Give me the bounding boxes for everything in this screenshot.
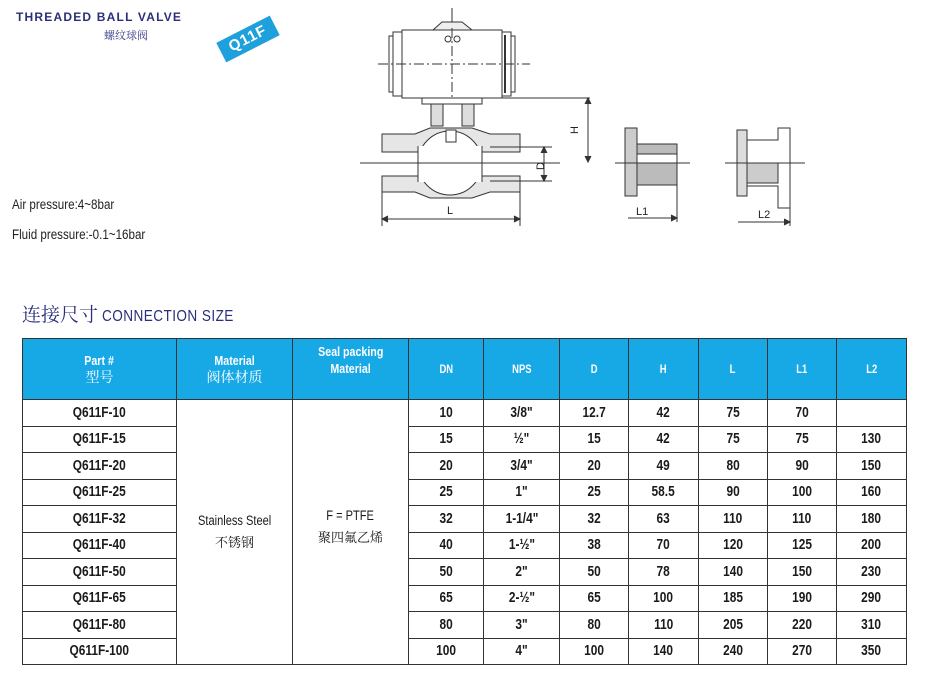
section-title [22, 300, 257, 327]
cell-nps: 3" [484, 612, 560, 639]
dimension-label-l1: L1 [636, 206, 649, 218]
air-pressure-spec: Air pressure:4~8bar [12, 197, 115, 212]
dimension-label-l2: L2 [758, 209, 771, 221]
cell-d: 20 [560, 453, 629, 480]
cell-dn: 10 [409, 400, 484, 427]
cell-dn: 25 [409, 479, 484, 506]
cell-l1: 220 [768, 612, 837, 639]
dimension-label-d: D [535, 162, 547, 170]
cell-d: 15 [560, 426, 629, 453]
table-row [23, 638, 907, 665]
cell-d: 80 [560, 612, 629, 639]
cell-l2: 160 [837, 479, 907, 506]
cell-part: Q611F-65 [23, 585, 177, 612]
header-l2: L2 [837, 339, 907, 400]
valve-technical-drawing [360, 0, 820, 240]
table-row [23, 532, 907, 559]
cell-l1: 90 [768, 453, 837, 480]
cell-nps: 3/4" [484, 453, 560, 480]
header-nps: NPS [484, 339, 560, 400]
cell-l1: 70 [768, 400, 837, 427]
cell-nps: 1-½" [484, 532, 560, 559]
cell-nps: ½" [484, 426, 560, 453]
header-d: D [560, 339, 629, 400]
cell-l: 110 [699, 506, 768, 533]
cell-part: Q611F-25 [23, 479, 177, 506]
cell-part: Q611F-15 [23, 426, 177, 453]
cell-dn: 15 [409, 426, 484, 453]
header-l: L [699, 339, 768, 400]
cell-l: 240 [699, 638, 768, 665]
cell-dn: 80 [409, 612, 484, 639]
cell-h: 70 [629, 532, 699, 559]
cell-l2: 230 [837, 559, 907, 586]
cell-l1: 75 [768, 426, 837, 453]
table-row [23, 612, 907, 639]
section-title-chinese: 连接尺寸 [22, 304, 99, 326]
table-row [23, 559, 907, 586]
cell-d: 100 [560, 638, 629, 665]
cell-body-material: Stainless Steel 不锈钢 [177, 400, 293, 665]
cell-l: 205 [699, 612, 768, 639]
cell-part: Q611F-20 [23, 453, 177, 480]
cell-nps: 4" [484, 638, 560, 665]
cell-d: 32 [560, 506, 629, 533]
cell-l2: 200 [837, 532, 907, 559]
cell-l: 80 [699, 453, 768, 480]
cell-nps: 3/8" [484, 400, 560, 427]
cell-seal-material: F = PTFE 聚四氟乙烯 [293, 400, 409, 665]
cell-d: 25 [560, 479, 629, 506]
cell-l1: 190 [768, 585, 837, 612]
table-row [23, 585, 907, 612]
dimension-label-l: L [447, 205, 454, 217]
cell-h: 78 [629, 559, 699, 586]
model-badge: Q11F [216, 16, 279, 63]
cell-l: 75 [699, 426, 768, 453]
dimension-label-h: H [569, 126, 581, 134]
cell-l1: 125 [768, 532, 837, 559]
cell-l2: 180 [837, 506, 907, 533]
cell-dn: 50 [409, 559, 484, 586]
flange-l1-drawing [615, 128, 690, 222]
cell-part: Q611F-50 [23, 559, 177, 586]
cell-l: 120 [699, 532, 768, 559]
cell-h: 110 [629, 612, 699, 639]
cell-l2: 310 [837, 612, 907, 639]
cell-dn: 40 [409, 532, 484, 559]
cell-l2: 150 [837, 453, 907, 480]
cell-l1: 270 [768, 638, 837, 665]
cell-part: Q611F-32 [23, 506, 177, 533]
cell-d: 38 [560, 532, 629, 559]
header-dn: DN [409, 339, 484, 400]
cell-l: 90 [699, 479, 768, 506]
cell-dn: 32 [409, 506, 484, 533]
product-title: THREADED BALL VALVE [16, 10, 183, 24]
cell-part: Q611F-80 [23, 612, 177, 639]
cell-h: 100 [629, 585, 699, 612]
connection-size-table [22, 338, 907, 665]
table-row [23, 506, 907, 533]
cell-d: 50 [560, 559, 629, 586]
table-header-row [23, 339, 907, 400]
header-part: Part # 型号 [23, 339, 177, 400]
cell-l: 185 [699, 585, 768, 612]
cell-dn: 65 [409, 585, 484, 612]
cell-l2: 130 [837, 426, 907, 453]
table-row [23, 479, 907, 506]
cell-part: Q611F-10 [23, 400, 177, 427]
cell-l2 [837, 400, 907, 427]
cell-part: Q611F-40 [23, 532, 177, 559]
cell-nps: 2" [484, 559, 560, 586]
cell-h: 58.5 [629, 479, 699, 506]
cell-part: Q611F-100 [23, 638, 177, 665]
cell-l: 140 [699, 559, 768, 586]
cell-dn: 100 [409, 638, 484, 665]
cell-l2: 290 [837, 585, 907, 612]
cell-d: 65 [560, 585, 629, 612]
cell-d: 12.7 [560, 400, 629, 427]
header-l1: L1 [768, 339, 837, 400]
header-material: Material 阀体材质 [177, 339, 293, 400]
header-seal: Seal packing Material [293, 339, 409, 400]
cell-h: 63 [629, 506, 699, 533]
table-row [23, 426, 907, 453]
cell-h: 42 [629, 426, 699, 453]
cell-l1: 100 [768, 479, 837, 506]
table-row [23, 453, 907, 480]
cell-nps: 2-½" [484, 585, 560, 612]
cell-nps: 1-1/4" [484, 506, 560, 533]
cell-l1: 150 [768, 559, 837, 586]
header-h: H [629, 339, 699, 400]
cell-h: 42 [629, 400, 699, 427]
cell-l: 75 [699, 400, 768, 427]
cell-nps: 1" [484, 479, 560, 506]
cell-l2: 350 [837, 638, 907, 665]
cell-h: 140 [629, 638, 699, 665]
fluid-pressure-spec: Fluid pressure:-0.1~16bar [12, 227, 146, 242]
cell-h: 49 [629, 453, 699, 480]
actuator-drawing [360, 8, 591, 226]
cell-dn: 20 [409, 453, 484, 480]
table-row [23, 400, 907, 427]
cell-l1: 110 [768, 506, 837, 533]
product-title-chinese: 螺纹球阀 [104, 29, 148, 42]
section-title-english: CONNECTION SIZE [102, 308, 234, 325]
